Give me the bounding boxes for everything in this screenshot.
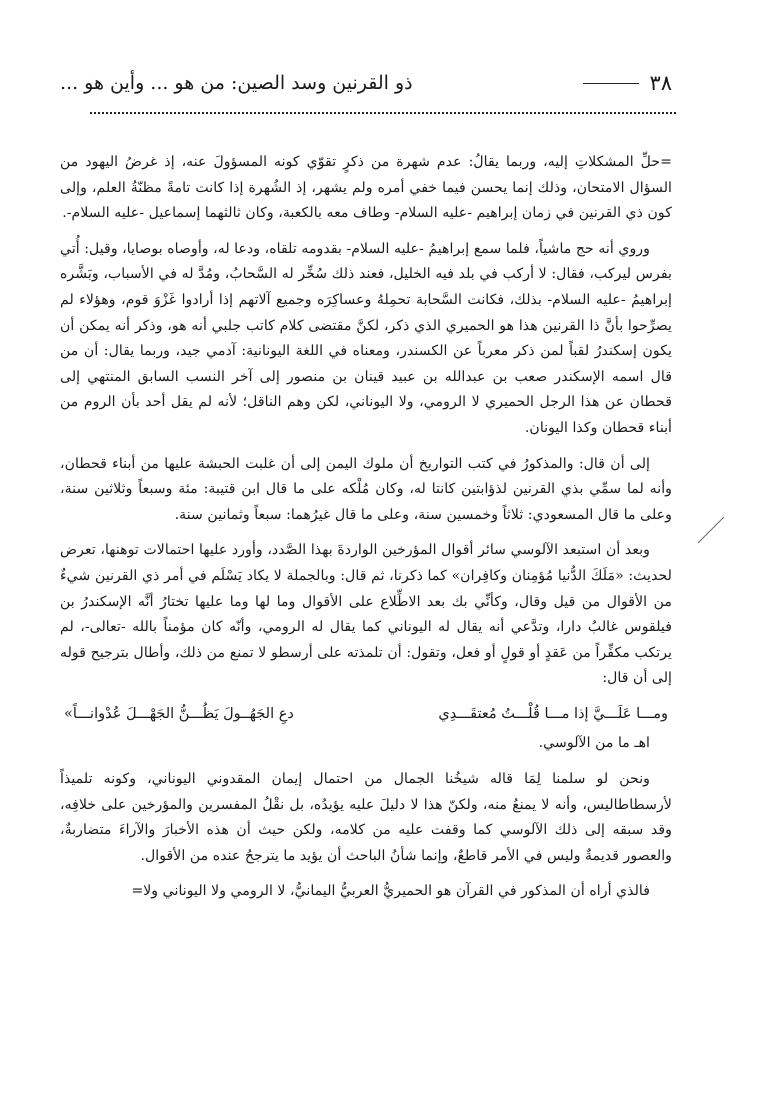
- paragraph-5: ونحن لو سلمنا لِمَا قاله شيخُنا الجمال من احتمال إيمان المقدوني اليوناني، وكونه تلميذاً لأرسطاطاليس، وأنه لا يمنعُ منه، ولكنّ هذا لا دليلَ عليه يؤيدُه، بل نقْلُ المفسرين والمؤرخين على خلافِه، وقد سبقه إلى ذلك الآلوسي كما وقفت عليه من كلامه، ولكن حيث أن هذه الأخبارَ والآراءَ متضاربةٌ، والعصور قديمةٌ وليس في الأمر قاطعٌ، وإنما شأنُ الباحث أن يؤيد ما يترجحُ عنده من الأقوال.: [60, 771, 672, 864]
- quote-end-note: اهـ ما من الآلوسي.: [538, 735, 650, 752]
- page-body: [60, 150, 672, 915]
- paragraph-2: وروي أنه حج ماشياً، فلما سمع إبراهيمُ -عليه السلام- بقدومه تلقاه، ودعا له، وأوصاه بوصايا، وقيل: أُتي بفرس ليركب، فقال: لا أركب في بلد فيه الخليل، فعند ذلك سُخِّر له السَّحابُ، ومُدَّ له في الأسباب، وبَشَّره إبراهيمُ -عليه السلام- بذلك، فكانت السَّحابة تحمِلهُ وعساكِرَه وجميع آلاتهم إذا أرادوا غَزْوَ قوم، وهؤلاء لم يصرِّحوا بأنَّ ذا القرنين هذا هو الحميري الذي ذكر، لكنَّ مقتضى كلام كاتب جلبي أنه هو، وذكر أنه يمكن أن يكون إسكندرُ لقباً لمن ذكر معرباً عن الكسندر، ومعناه في اللغة اليونانية: آدمي جيد، وربما يقال: أن من قال اسمه الإسكندر صعب بن عبدالله بن عبيد قينان بن منصور إلى آخر النسب السابق المنتهي إلى قحطان عن هذا الرجل الحميري لا الرومي، ولا اليوناني، لكن وهم الناقل؛ لأنه لم يقل أحد بأن الروم من أبناء قحطان وكذا اليونان.: [60, 240, 672, 436]
- dotted-separator: [90, 112, 676, 114]
- verse-second-hemistich: دعِ الجَهُــولَ يَظُـــنُّ الجَهْـــلَ عُدْوانـــاً»: [64, 705, 294, 722]
- running-title: ذو القرنين وسد الصين: من هو ... وأين هو ...: [60, 72, 413, 94]
- pencil-margin-mark: [696, 515, 726, 545]
- page-number: ٣٨: [649, 71, 672, 95]
- page-number-block: [583, 71, 672, 95]
- page-header: [60, 66, 672, 100]
- header-rule: [583, 83, 639, 84]
- paragraph-1: =حلِّ المشكلاتِ إليه، وربما يقالُ: عدم شهرة من ذكرٍ تقوّي كونه المسؤولَ عنه، إذ غرضُ اليهود من السؤال الامتحان، وذلك إنما يحسن فيما خفي أمره ولم يشهر، إذ الشُهرة إذا كانت تامةً مظنّةُ العلم، وإلى كون ذي القرنين في زمان إبراهيم -عليه السلام- وطاف معه بالكعبة، وكان ثالثهما إسماعيل -عليه السلام-.: [60, 154, 672, 222]
- verse-first-hemistich: ومـــا عَلَـــيَّ إذا مـــا قُلْـــتُ مُعتقَـــدِي: [438, 705, 668, 722]
- paragraph-3: إلى أن قال: والمذكورُ في كتب التواريخ أن ملوك اليمن إلى أن غلبت الحبشة عليها من أبناء قحطان، وأنه لما سمِّي بذي القرنين لذؤابتين كانتا له، وكان مُلْكه على ما قال ابن قتيبة: مئة وسبعاً وثلاثين سنة، وعلى ما قال المسعودي: ثلاثاً وخمسين سنة، وعلى ما قال غيرُهما: سبعاً وثمانين سنة.: [60, 455, 672, 523]
- poetry-verse: [60, 702, 672, 728]
- paragraph-6: فالذي أراه أن المذكور في القرآن هو الحميريُّ العربيُّ اليمانيُّ، لا الرومي ولا اليوناني ولا=: [131, 883, 650, 900]
- paragraph-4: وبعد أن استبعد الآلوسي سائر أقوال المؤرخين الواردةَ بهذا الصَّدد، وأورد عليها احتمالات توهنها، تعرض لحديث: «مَلَكَ الدُّنيا مُؤمِنان وكافِران» كما ذكرنا، ثم قال: وبالجملة لا يكاد يَسْلَم في أمر ذي القرنين شيءٌ من الأقوال من قيل وقال، وكأنِّي بك بعد الاطِّلاع على الأقوال وما لها وما عليها تختارُ أنَّه الإسكندرُ بن فيلقوس غالبُ دارا، وتدَّعي أنه يقال له اليوناني كما يقال له الرومي، وأنّه كان مؤمناً بالله -تعالى-، لم يرتكب مكفِّراً من عَقدٍ أو قولٍ أو فعل، وتقول: أن تلمذته على أرسطو لا تمنع من ذلك، وأطال بترجيح قوله إلى أن قال:: [60, 542, 672, 687]
